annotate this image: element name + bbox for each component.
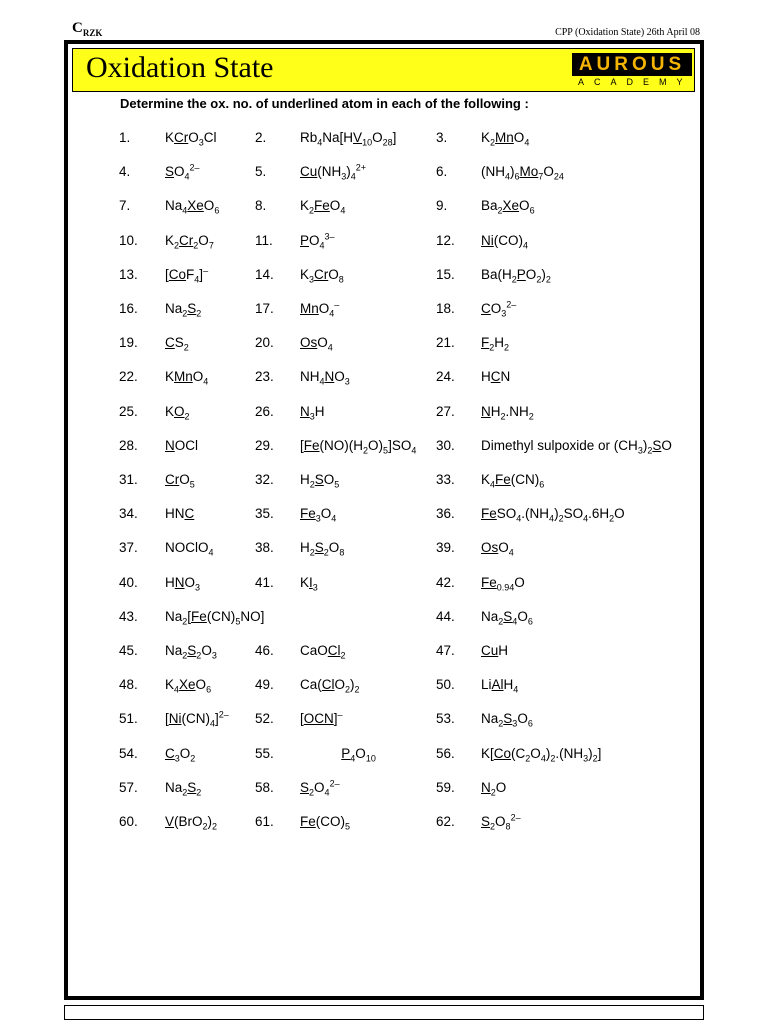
question-formula: $Na_2[Fe(CN)_5NO]$ (165, 608, 265, 627)
question-formula: $K_4Fe(CN)_6$ (481, 472, 545, 490)
question-row (0, 426, 768, 460)
question-row (0, 323, 768, 357)
question-number: 10. (119, 232, 138, 248)
question-number: 12. (436, 232, 455, 248)
question-number: 48. (119, 677, 138, 693)
question-number: 42. (436, 574, 455, 590)
question-formula: KMnO$_4$ (165, 369, 209, 388)
question-row (0, 734, 768, 768)
question-number: 59. (436, 779, 455, 795)
question-formula: $Ni(CO)_4$ (481, 232, 529, 251)
question-formula: $S_2O_4^{2-}$ (300, 778, 340, 798)
question-number: 21. (436, 335, 455, 351)
question-number: 8. (255, 198, 267, 214)
question-number: 61. (255, 814, 274, 829)
question-row (0, 152, 768, 186)
question-formula: CaOCl$_2$ (300, 643, 346, 661)
question-number: 22. (119, 369, 138, 385)
question-formula: $Na_2S_2O_3$ (165, 643, 217, 661)
question-row (0, 665, 768, 699)
question-row (0, 699, 768, 733)
question-formula: $K_2FeO_4$ (300, 198, 346, 217)
question-number: 49. (255, 677, 274, 693)
question-number: 31. (119, 472, 138, 487)
question-number: 9. (436, 198, 448, 214)
question-formula: $S_2O_8^{2-}$ (481, 812, 521, 832)
question-number: 23. (255, 369, 274, 385)
question-number: 35. (255, 506, 274, 522)
question-number: 57. (119, 779, 138, 795)
question-number: 41. (255, 574, 274, 590)
instruction-text: Determine the ox. no. of underlined atom in each of the following : (120, 96, 529, 111)
question-number: 52. (255, 711, 274, 727)
question-row (0, 528, 768, 562)
question-number: 11. (255, 232, 273, 248)
question-row (0, 221, 768, 255)
question-row (0, 357, 768, 391)
header-left-code: $C_{RZK}$ (72, 20, 103, 38)
question-number: 51. (119, 711, 138, 727)
question-formula: $K_2MnO_4$ (481, 130, 530, 148)
question-number: 36. (436, 506, 455, 522)
question-row (0, 186, 768, 220)
question-formula: MnO$_4$– (300, 299, 340, 319)
question-number: 24. (436, 369, 455, 385)
question-number: 58. (255, 779, 274, 795)
question-row (0, 118, 768, 152)
question-formula: $Fe(CO)_5$ (300, 814, 351, 832)
question-formula: $Ca(ClO_2)_2$ (300, 677, 360, 695)
question-number: 7. (119, 198, 131, 214)
question-formula: $N_2O$ (481, 779, 507, 798)
question-formula: Dimethyl sulpoxide or $(CH_3)_2SO$ (481, 437, 672, 456)
question-number: 62. (436, 814, 455, 829)
question-number: 46. (255, 643, 274, 658)
question-number: 5. (255, 164, 267, 180)
question-number: 13. (119, 266, 138, 282)
question-number: 1. (119, 130, 131, 145)
question-number: 18. (436, 301, 455, 316)
question-formula: $KO_2$ (165, 403, 190, 422)
question-formula: [CoF$_4$]– (165, 265, 209, 285)
question-formula: CuH (481, 643, 509, 658)
question-number: 40. (119, 574, 138, 590)
question-number: 6. (436, 164, 448, 180)
question-formula: $H_2S_2O_8$ (300, 540, 345, 559)
question-number: 44. (436, 608, 455, 624)
question-number: 2. (255, 130, 267, 145)
question-number: 15. (436, 266, 455, 282)
question-formula: $H_2SO_5$ (300, 472, 340, 490)
question-number: 26. (255, 403, 274, 419)
question-formula: $Ba(H_2PO_2)_2$ (481, 266, 551, 285)
academy-logo: AUROUS ACADEMY (572, 53, 692, 89)
header-right-title: CPP (Oxidation State) 26th April 08 (555, 27, 700, 38)
question-formula: $Ba_2XeO_6$ (481, 198, 535, 217)
question-row (0, 563, 768, 597)
question-formula: OsO$_4$ (481, 540, 514, 559)
question-formula: $Na_2S_3O_6$ (481, 711, 533, 730)
page-title: Oxidation State (86, 51, 274, 84)
footer-box (64, 1005, 704, 1020)
question-number: 27. (436, 403, 455, 419)
question-formula: $[Fe(NO)(H_2O)_5]SO_4$ (300, 437, 417, 456)
question-formula: $P_4O_{10}$ (341, 745, 376, 764)
question-formula: $Na_2S_4O_6$ (481, 608, 533, 627)
question-formula: $NH_4NO_3$ (300, 369, 350, 388)
question-formula: $K_2Cr_2O_7$ (165, 232, 214, 251)
question-number: 60. (119, 814, 138, 829)
question-number: 50. (436, 677, 455, 693)
question-formula: $F_2H_2$ (481, 335, 510, 353)
question-number: 14. (255, 266, 274, 282)
question-row (0, 460, 768, 494)
question-formula: $K_3CrO_8$ (300, 266, 344, 285)
question-formula: $N_3H$ (300, 403, 325, 422)
question-formula: $[Ni(CN)_4]^{2-}$ (165, 709, 229, 730)
question-formula: $CS_2$ (165, 335, 189, 353)
question-number: 19. (119, 335, 138, 351)
question-formula: $Na_4XeO_6$ (165, 198, 220, 217)
question-formula: $Na_2S_2$ (165, 779, 202, 798)
question-formula: $KI_3$ (300, 574, 318, 593)
question-number: 4. (119, 164, 131, 180)
question-number: 38. (255, 540, 274, 556)
question-row (0, 631, 768, 665)
question-number: 30. (436, 437, 455, 453)
question-row (0, 802, 768, 836)
question-number: 29. (255, 437, 274, 453)
question-formula: $NH_2.NH_2$ (481, 403, 534, 422)
question-formula: $CO_3^{2-}$ (481, 299, 517, 319)
question-formula: HCN (481, 369, 511, 385)
question-row (0, 494, 768, 528)
question-formula: $K[Co(C_2O_4)_2.(NH_3)_2]$ (481, 745, 602, 764)
question-number: 16. (119, 301, 138, 316)
question-formula: CrO$_5$ (165, 472, 195, 490)
question-number: 33. (436, 472, 455, 487)
question-formula: $(NH_4)_6Mo_7O_{24}$ (481, 164, 564, 182)
question-formula: OsO$_4$ (300, 335, 333, 353)
question-row (0, 392, 768, 426)
question-number: 28. (119, 437, 138, 453)
question-number: 43. (119, 608, 138, 624)
question-formula: $C_3O_2$ (165, 745, 196, 764)
question-formula: $Fe_3O_4$ (300, 506, 337, 524)
question-number: 47. (436, 643, 455, 658)
question-formula: $PO_4^{3-}$ (300, 231, 335, 251)
question-number: 25. (119, 403, 138, 419)
question-number: 56. (436, 745, 455, 761)
question-formula: $Fe_{0.94}O$ (481, 574, 525, 593)
question-number: 53. (436, 711, 455, 727)
question-number: 37. (119, 540, 138, 556)
question-row (0, 255, 768, 289)
question-formula: $SO_4^{2-}$ (165, 162, 200, 182)
question-number: 39. (436, 540, 455, 556)
question-formula: NOCl (165, 437, 198, 453)
question-number: 3. (436, 130, 448, 145)
question-number: 54. (119, 745, 138, 761)
question-formula: KCrO$_3$Cl (165, 130, 217, 148)
question-formula: LiAlH$_4$ (481, 677, 519, 695)
title-bar (72, 48, 695, 92)
question-number: 55. (255, 745, 274, 761)
question-formula: $Na_2S_2$ (165, 301, 202, 319)
question-number: 45. (119, 643, 138, 658)
question-formula: HNC (165, 506, 195, 522)
question-number: 20. (255, 335, 274, 351)
question-formula: $Rb_4Na[HV_{10}O_{28}]$ (300, 130, 397, 148)
question-formula: [OCN]– (300, 709, 343, 727)
question-formula: NOClO$_4$ (165, 540, 214, 559)
question-formula: $FeSO_4.(NH_4)_2SO_4.6H_2O$ (481, 506, 625, 524)
question-number: 17. (255, 301, 274, 316)
question-formula: $HNO_3$ (165, 574, 201, 593)
question-number: 34. (119, 506, 138, 522)
question-row (0, 289, 768, 323)
question-number: 32. (255, 472, 274, 487)
question-row (0, 597, 768, 631)
question-formula: $K_4XeO_6$ (165, 677, 212, 695)
question-row (0, 768, 768, 802)
question-formula: $Cu(NH_3)_4^{2+}$ (300, 162, 367, 182)
question-formula: $V(BrO_2)_2$ (165, 814, 218, 832)
